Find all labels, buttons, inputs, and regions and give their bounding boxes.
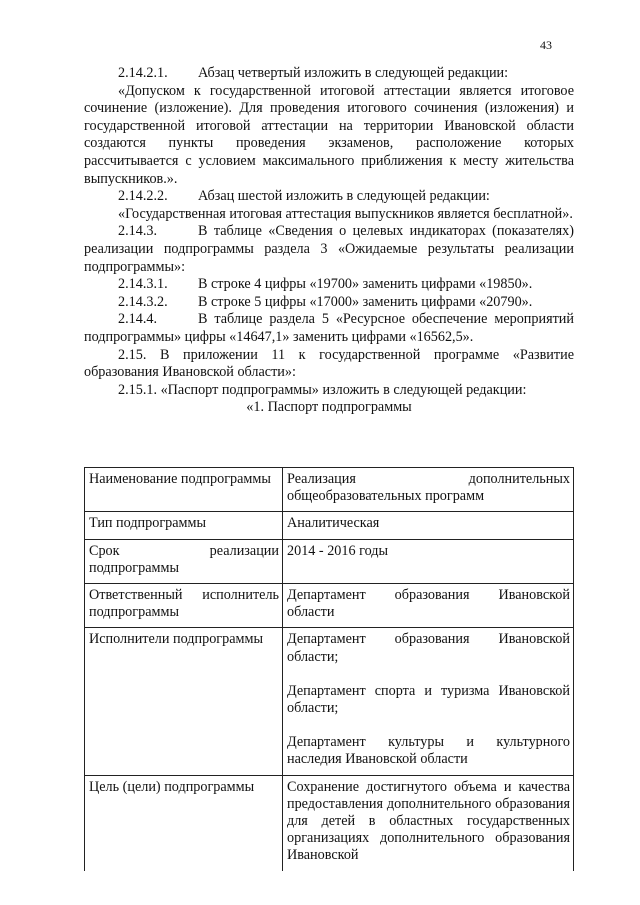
paragraph-text: В таблице раздела 5 «Ресурсное обеспечение мероприятий подпрограммы» цифры «14647,1» заменить цифрами «16562,5». xyxy=(84,311,574,345)
paragraph-2-14-3 xyxy=(84,223,574,276)
document-body xyxy=(84,65,574,417)
paragraph-text: В строке 5 цифры «17000» заменить цифрами «20790». xyxy=(198,293,533,310)
paragraph-number: 2.14.2.2. xyxy=(118,188,168,205)
table-row xyxy=(85,539,574,583)
paragraph-2-15: 2.15. В приложении 11 к государственной программе «Развитие образования Ивановской области»: xyxy=(84,346,574,381)
paragraph-number: 2.14.3. xyxy=(118,223,158,240)
paragraph-quote-admission: «Допуском к государственной итоговой аттестации является итоговое сочинение (изложение). Для проведения итогового сочинения (изложения) и государственной итоговой аттестации на территории Ивановской области создаются пункты проведения экзаменов, расположение которых рассчитывается с условием максимального приближения к месту жительства выпускников.». xyxy=(84,82,574,187)
row-label: Ответственный исполнитель подпрограммы xyxy=(85,584,283,628)
row-label: Исполнители подпрограммы xyxy=(85,628,283,775)
paragraph-2-14-3-1 xyxy=(84,276,574,294)
paragraph-2-14-4 xyxy=(84,311,574,346)
paragraph-2-14-2-1 xyxy=(84,65,574,83)
table-row xyxy=(85,468,574,512)
paragraph-text: В строке 4 цифры «19700» заменить цифрами «19850». xyxy=(198,276,533,293)
paragraph-2-15-1: 2.15.1. «Паспорт подпрограммы» изложить в следующей редакции: xyxy=(118,381,527,398)
row-value: 2014 - 2016 годы xyxy=(283,539,574,583)
table-row xyxy=(85,584,574,628)
row-label: Срок реализации подпрограммы xyxy=(85,539,283,583)
paragraph-number: 2.14.3.1. xyxy=(118,276,168,293)
table-row xyxy=(85,775,574,871)
row-value: Сохранение достигнутого объема и качества предоставления дополнительного образования для детей в областных государственных организациях дополнительного образования Ивановской xyxy=(283,775,574,871)
table-row xyxy=(85,512,574,539)
row-label: Цель (цели) подпрограммы xyxy=(85,775,283,871)
paragraph-number: 2.14.3.2. xyxy=(118,293,168,310)
section-heading: «1. Паспорт подпрограммы xyxy=(246,399,412,416)
paragraph-number: 2.14.2.1. xyxy=(118,65,168,81)
row-label: Наименование подпрограммы xyxy=(85,468,283,512)
paragraph-text: Абзац шестой изложить в следующей редакции: xyxy=(198,188,490,205)
row-value: Департамент образования Ивановской области; Департамент спорта и туризма Ивановской области; Департамент культуры и культурного наследия Ивановской области xyxy=(283,628,574,775)
paragraph-text: Абзац четвертый изложить в следующей редакции: xyxy=(198,65,509,81)
paragraph-quote-free: «Государственная итоговая аттестация выпускников является бесплатной». xyxy=(118,205,573,222)
paragraph-2-14-2-2 xyxy=(84,188,574,206)
table-row xyxy=(85,628,574,775)
row-value: Департамент образования Ивановской области xyxy=(283,584,574,628)
paragraph-text: В таблице «Сведения о целевых индикаторах (показателях) реализации подпрограммы раздела 3 «Ожидаемые результаты реализации подпрограммы»: xyxy=(84,223,574,275)
row-value: Реализация дополнительных общеобразовательных программ xyxy=(283,468,574,512)
row-label: Тип подпрограммы xyxy=(85,512,283,539)
paragraph-number: 2.14.4. xyxy=(118,311,158,328)
page-number: 43 xyxy=(540,38,552,52)
row-value: Аналитическая xyxy=(283,512,574,539)
passport-table xyxy=(84,467,574,871)
paragraph-2-14-3-2 xyxy=(84,294,574,312)
